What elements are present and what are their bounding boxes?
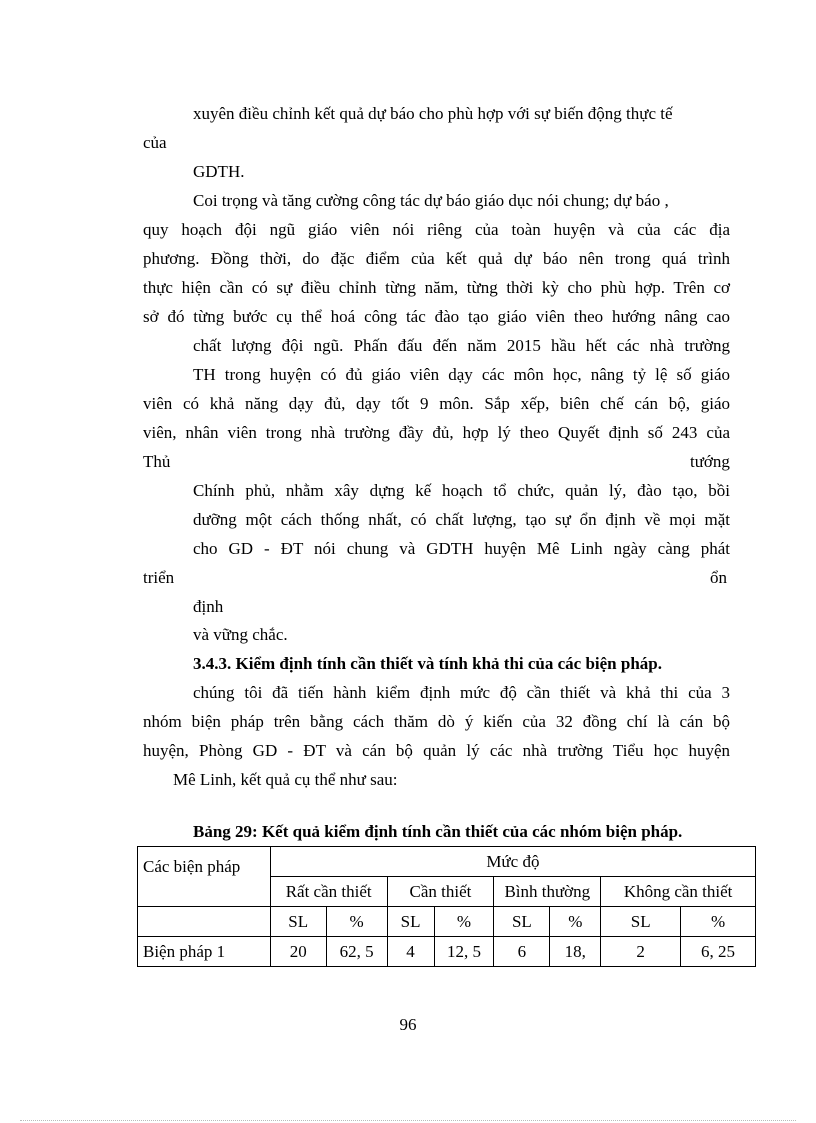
level-header: Cần thiết — [387, 877, 494, 907]
text-line: phương. Đồng thời, do đặc điểm của kết quả dự báo nên trong quá trình — [143, 249, 730, 268]
table-cell: 20 — [270, 937, 326, 967]
text-line: Coi trọng và tăng cường công tác dự báo giáo dục nói chung; dự báo , — [193, 191, 669, 210]
level-header: Rất cần thiết — [270, 877, 387, 907]
section-heading: 3.4.3. Kiểm định tính cần thiết và tính khả thi của các biện pháp. — [193, 654, 663, 673]
sub-header-sl: SL — [494, 907, 550, 937]
text-line: GDTH. — [193, 162, 245, 181]
page-number: 96 — [399, 1015, 417, 1034]
row-label: Biện pháp 1 — [138, 937, 271, 967]
text-line: viên, nhân viên trong nhà trường đầy đủ, hợp lý theo Quyết định số 243 của — [143, 423, 730, 442]
table-cell: 4 — [387, 937, 434, 967]
table-caption: Bảng 29: Kết quả kiểm định tính cần thiết của các nhóm biện pháp. — [193, 822, 683, 841]
sub-header-sl: SL — [601, 907, 681, 937]
table-cell: 6 — [494, 937, 550, 967]
text-line: cho GD - ĐT nói chung và GDTH huyện Mê Linh ngày càng phát — [193, 539, 730, 558]
text-line: chúng tôi đã tiến hành kiểm định mức độ cần thiết và khả thi của 3 — [193, 683, 730, 702]
text-line: viên có khả năng dạy đủ, dạy tốt 9 môn. Sắp xếp, biên chế cán bộ, giáo — [143, 394, 730, 413]
text-line: thực hiện cần có sự điều chỉnh từng năm, từng thời kỳ cho phù hợp. Trên cơ — [143, 278, 730, 297]
text-line: huyện, Phòng GD - ĐT và cán bộ quản lý các nhà trường Tiểu học huyện — [143, 741, 730, 760]
text-line: sở đó từng bước cụ thể hoá công tác đào tạo giáo viên theo hướng nâng cao — [143, 307, 730, 326]
table-cell: 12, 5 — [434, 937, 494, 967]
sub-header-pct: % — [434, 907, 494, 937]
level-header: Bình thường — [494, 877, 601, 907]
sub-header-sl: SL — [387, 907, 434, 937]
table-subheader-row — [138, 907, 756, 937]
sub-header-pct: % — [550, 907, 601, 937]
sub-header-sl: SL — [270, 907, 326, 937]
text-line: chất lượng đội ngũ. Phấn đấu đến năm 2015 hầu hết các nhà trường — [193, 336, 730, 355]
text-line: TH trong huyện có đủ giáo viên dạy các môn học, nâng tỷ lệ số giáo — [193, 365, 730, 384]
table-row — [138, 937, 756, 967]
footer-divider — [20, 1120, 796, 1121]
text-line: tướng — [690, 452, 730, 471]
text-line: quy hoạch đội ngũ giáo viên nói riêng của toàn huyện và của các địa — [143, 220, 730, 239]
text-line: và vững chắc. — [193, 625, 288, 644]
text-line: của — [143, 133, 167, 152]
text-line: Mê Linh, kết quả cụ thể như sau: — [173, 770, 398, 789]
text-line: Chính phủ, nhằm xây dựng kế hoạch tổ chức, quản lý, đào tạo, bồi — [193, 481, 730, 500]
text-line: xuyên điều chỉnh kết quả dự báo cho phù hợp với sự biến động thực tế — [193, 104, 673, 123]
level-header: Không cần thiết — [601, 877, 756, 907]
header-level: Mức độ — [270, 847, 755, 877]
table-cell: 6, 25 — [681, 937, 756, 967]
text-line: định — [193, 597, 224, 616]
text-line: triển — [143, 568, 175, 587]
sub-header-pct: % — [681, 907, 756, 937]
text-line: nhóm biện pháp trên bằng cách thăm dò ý kiến của 32 đồng chí là cán bộ — [143, 712, 730, 731]
table-cell: 2 — [601, 937, 681, 967]
text-line: ổn — [710, 568, 727, 587]
results-table — [137, 846, 756, 967]
table-header-row — [138, 847, 756, 877]
empty-cell — [138, 907, 271, 937]
text-line: dưỡng một cách thống nhất, có chất lượng, tạo sự ổn định về mọi mặt — [193, 510, 730, 529]
text-line: Thủ — [143, 452, 171, 471]
sub-header-pct: % — [326, 907, 387, 937]
table-cell: 62, 5 — [326, 937, 387, 967]
table-cell: 18, — [550, 937, 601, 967]
header-measures: Các biện pháp — [138, 847, 271, 907]
